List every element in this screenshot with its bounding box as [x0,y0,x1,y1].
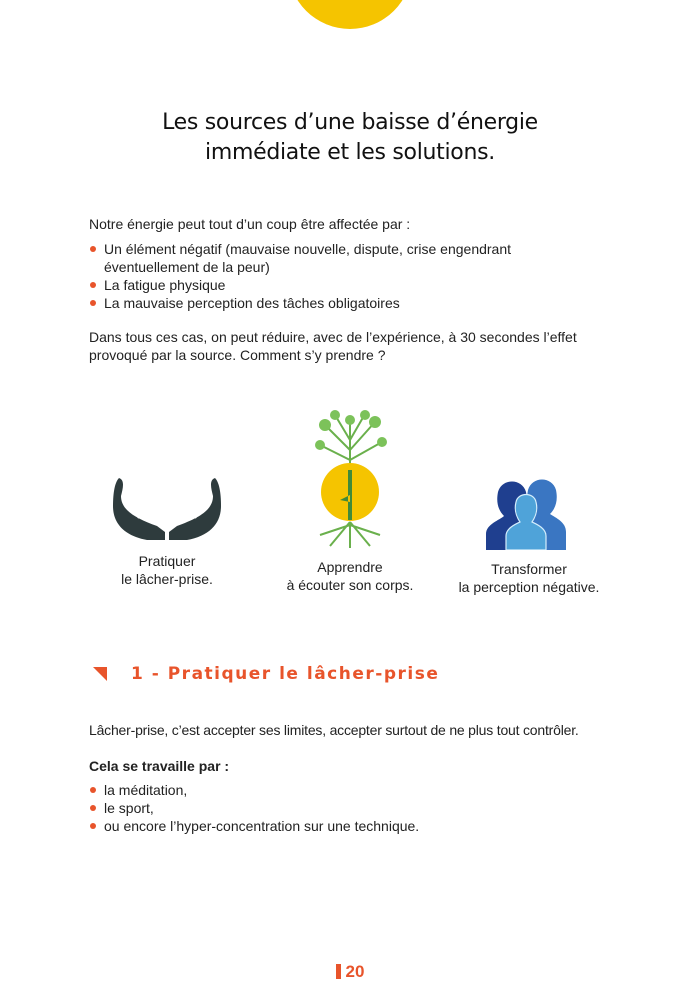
figure-caption: la perception négative. [458,579,600,595]
definition: Lâcher-prise, c’est accepter ses limites, accepter surtout de ne plus tout contrôler. [89,722,579,738]
list-item: La mauvaise perception des tâches obligatoires [89,294,619,312]
page-title [0,108,700,168]
intro-text: Notre énergie peut tout d’un coup être affectée par : [89,216,411,232]
list-item: la méditation, [89,781,619,799]
figure-caption: Apprendre [317,559,383,575]
figure-caption: le lâcher-prise. [121,571,213,587]
page-number [0,962,700,982]
figure-caption: Pratiquer [138,553,196,569]
list-item: La fatigue physique [89,276,619,294]
figure-transformer [429,474,629,596]
figure-caption: Transformer [491,561,567,577]
sources-list [89,240,619,312]
section-heading [93,664,439,684]
decorative-sun [288,0,412,29]
figure-ecouter-corps [250,410,450,594]
paragraph: Dans tous ces cas, on peut réduire, avec de l’expérience, à 30 secondes l’effet provoqué par la source. Comment s’y prendre ? [89,329,577,363]
figure-caption: à écouter son corps. [286,577,414,593]
list-item: Un élément négatif (mauvaise nouvelle, dispute, crise engendrant éventuellement de la peur) [89,240,619,276]
title-line-1: Les sources d’une baisse d’énergie [162,110,538,135]
list-item: le sport, [89,799,619,817]
yoga-tree-icon [310,410,390,548]
hands-icon [111,478,223,542]
triangle-marker-icon [93,667,107,681]
list-item: ou encore l’hyper-concentration sur une technique. [89,817,619,835]
page-marker-icon [336,964,341,979]
section-title: 1 - Pratiquer le lâcher-prise [131,664,440,684]
page-number-text: 20 [345,962,365,981]
methods-label: Cela se travaille par : [89,758,230,774]
silhouettes-icon [486,474,572,550]
title-line-2: immédiate et les solutions. [205,140,495,165]
methods-list [89,781,619,835]
figure-lacher-prise [67,478,267,588]
